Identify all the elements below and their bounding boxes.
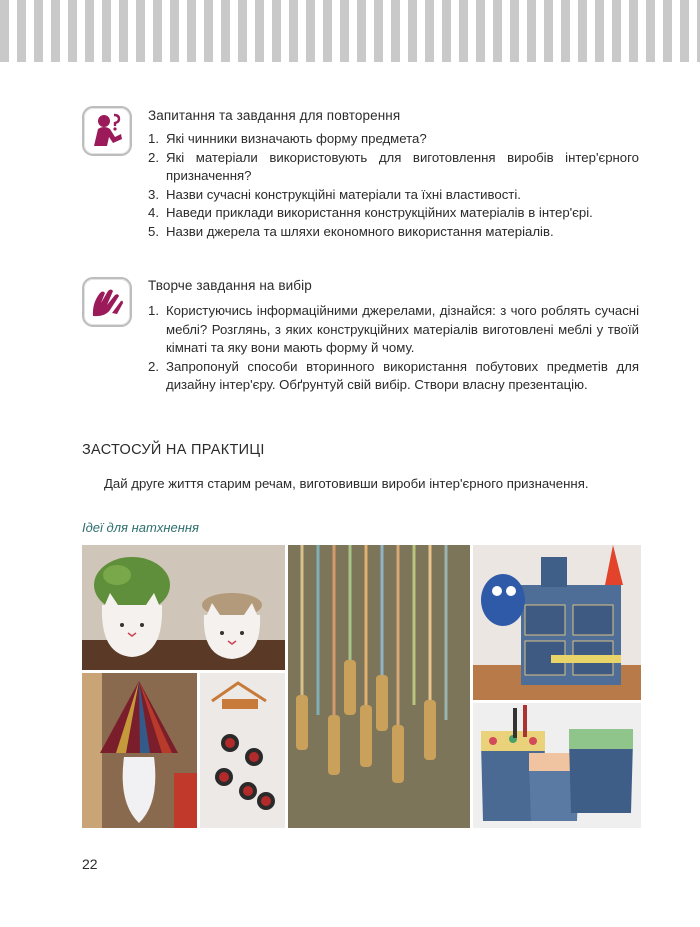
- photo-denim-baskets: [473, 703, 641, 828]
- photo-wall-shelves: [200, 673, 285, 828]
- page-number: 22: [82, 856, 98, 872]
- section-title-review: Запитання та завдання для повторення: [148, 108, 401, 123]
- photo-denim-organizer: [473, 545, 641, 700]
- hands-icon: [82, 277, 132, 327]
- list-item: 2. Які матеріали використовують для виготовлення виробів інтер'єрного призначення?: [148, 149, 639, 183]
- photo-tie-lamp: [82, 673, 197, 828]
- ideas-label: Ідеї для натхнення: [82, 520, 199, 535]
- list-item: 1. Які чинники визначають форму предмета?: [148, 131, 427, 146]
- practice-paragraph: Дай друге життя старим речам, виготовивши вироби інтер'єрного призначення.: [104, 476, 589, 491]
- practice-heading: ЗАСТОСУЙ НА ПРАКТИЦІ: [82, 442, 265, 458]
- review-questions-list: [148, 130, 639, 241]
- photo-bottle-planters: [82, 545, 285, 670]
- list-item: 5. Назви джерела та шляхи економного використання матеріалів.: [148, 223, 554, 239]
- header-stripes: [0, 0, 700, 62]
- person-question-icon: [82, 106, 132, 156]
- list-item: 4. Наведи приклади використання конструкційних матеріалів в інтер'єрі.: [148, 205, 593, 220]
- list-item: 1. Користуючись інформаційними джерелами, дізнайся: з чого роблять сучасні меблі? Розглянь, з яких конструкційних матеріалів виготовлені меблі у твоїй кімнаті та яку вони мають форму й чому.: [148, 303, 639, 355]
- photo-key-wind-chime: [288, 545, 470, 828]
- list-item: 3. Назви сучасні конструкційні матеріали та їхні властивості.: [148, 186, 521, 202]
- creative-tasks-list: [148, 302, 639, 395]
- section-title-creative: Творче завдання на вибір: [148, 278, 312, 293]
- list-item: 2. Запропонуй способи вторинного використання побутових предметів для дизайну інтер'єру. Обґрунтуй свій вибір. Створи власну презентацію.: [148, 358, 639, 392]
